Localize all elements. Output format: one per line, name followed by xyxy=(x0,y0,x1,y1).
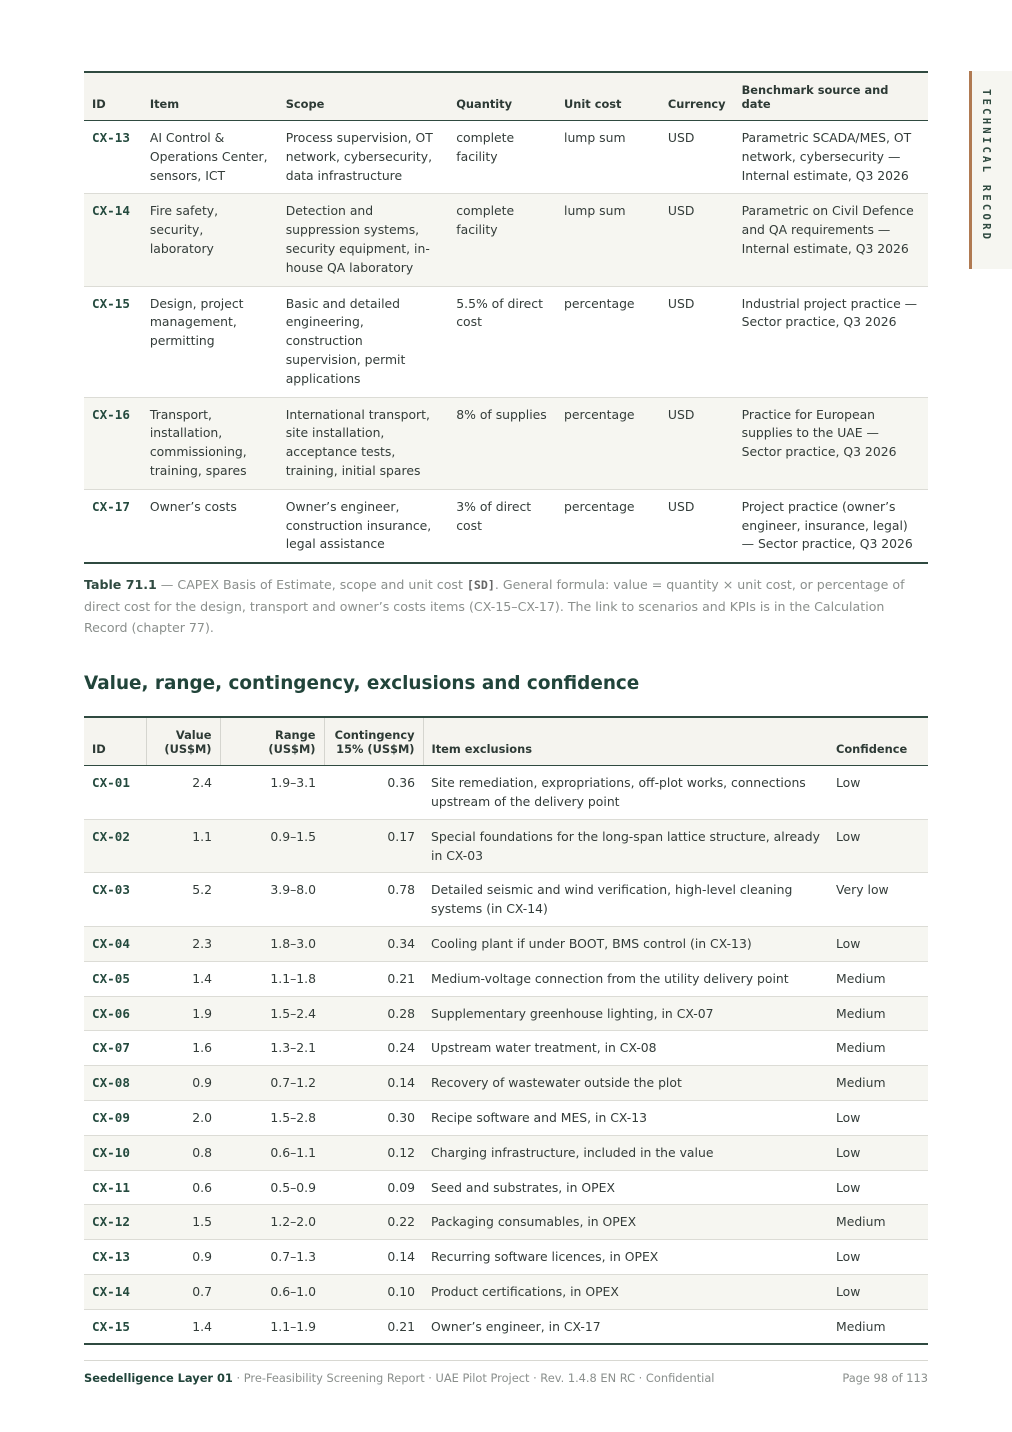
cell-id: CX-10 xyxy=(84,1135,146,1170)
caption-text: — CAPEX Basis of Estimate, scope and unit cost xyxy=(156,577,467,593)
cell-item: Design, project management, permitting xyxy=(142,286,278,397)
cell-benchmark: Parametric on Civil Defence and QA requirements — Internal estimate, Q3 2026 xyxy=(734,194,928,286)
cell-contingency: 0.28 xyxy=(324,996,423,1031)
cell-confidence: Medium xyxy=(828,1066,928,1101)
cell-quantity: 5.5% of direct cost xyxy=(448,286,556,397)
cell-range: 3.9–8.0 xyxy=(220,873,324,927)
cell-value: 1.4 xyxy=(192,1318,212,1334)
col-header: Unit cost xyxy=(556,72,660,121)
cell-id: CX-02 xyxy=(84,819,146,873)
cell-contingency: 0.24 xyxy=(324,1031,423,1066)
footer-meta: · Pre-Feasibility Screening Report · UAE Pilot Project · Rev. 1.4.8 EN RC · Confidential xyxy=(232,1371,715,1385)
cell-confidence: Low xyxy=(828,926,928,961)
cell-id: CX-15 xyxy=(84,286,142,397)
cell-value: 1.5 xyxy=(146,1205,220,1240)
cell-id: CX-12 xyxy=(84,1205,146,1240)
cell-contingency: 0.21 xyxy=(387,1318,415,1334)
cell-range: 0.7–1.2 xyxy=(220,1066,324,1101)
cell-value: 0.9 xyxy=(146,1240,220,1275)
cell-range: 0.9–1.5 xyxy=(220,819,324,873)
cell-exclusions: Supplementary greenhouse lighting, in CX-07 xyxy=(423,996,828,1031)
cell-benchmark: Industrial project practice — Sector practice, Q3 2026 xyxy=(734,286,928,397)
cell-range: 1.8–3.0 xyxy=(220,926,324,961)
cell-scope: Owner’s engineer, construction insurance, legal assistance xyxy=(285,498,432,552)
cell-contingency: 0.17 xyxy=(324,819,423,873)
cell-confidence: Low xyxy=(828,1100,928,1135)
col-header: Item xyxy=(142,72,278,121)
col-header: ID xyxy=(84,717,146,766)
section-heading: Value, range, contingency, exclusions and confidence xyxy=(84,673,640,695)
table-row xyxy=(84,1170,928,1205)
cell-value: 5.2 xyxy=(146,873,220,927)
cell-value: 1.6 xyxy=(146,1031,220,1066)
capex-basis-table xyxy=(84,71,928,564)
cell-item: Fire safety, security, laboratory xyxy=(142,194,278,286)
cell-currency: USD xyxy=(660,121,734,194)
cell-contingency: 0.36 xyxy=(324,766,423,820)
cell-contingency: 0.12 xyxy=(324,1135,423,1170)
col-header: Item exclusions xyxy=(423,717,828,766)
table-row xyxy=(84,1274,928,1309)
cell-id: CX-07 xyxy=(84,1031,146,1066)
col-header: Benchmark source and date xyxy=(734,72,928,121)
footer-brand: Seedelligence Layer 01 xyxy=(84,1371,233,1385)
table-row xyxy=(84,926,928,961)
cell-id: CX-11 xyxy=(84,1170,146,1205)
cell-confidence: Low xyxy=(828,1135,928,1170)
cell-value: 2.4 xyxy=(146,766,220,820)
cell-id: CX-09 xyxy=(84,1100,146,1135)
cell-benchmark: Practice for European supplies to the UAE — Sector practice, Q3 2026 xyxy=(734,397,928,489)
cell-currency: USD xyxy=(667,498,695,514)
cell-exclusions: Recipe software and MES, in CX-13 xyxy=(423,1100,828,1135)
cell-contingency: 0.14 xyxy=(324,1240,423,1275)
table-row xyxy=(84,961,928,996)
cell-unit-cost: percentage xyxy=(556,286,660,397)
table-row xyxy=(84,1309,928,1344)
table-row xyxy=(84,1031,928,1066)
cell-range: 0.5–0.9 xyxy=(220,1170,324,1205)
cell-contingency: 0.78 xyxy=(324,873,423,927)
cell-contingency: 0.30 xyxy=(324,1100,423,1135)
cell-id: CX-16 xyxy=(84,397,142,489)
col-header: Scope xyxy=(278,72,449,121)
cell-item: Owner’s costs xyxy=(149,498,237,514)
cell-id: CX-01 xyxy=(84,766,146,820)
cell-range: 0.6–1.1 xyxy=(220,1135,324,1170)
cell-exclusions: Packaging consumables, in OPEX xyxy=(423,1205,828,1240)
col-header-contingency: Contingency 15% (US$M) xyxy=(324,717,423,766)
page-number: Page 98 of 113 xyxy=(842,1371,928,1385)
cell-contingency: 0.21 xyxy=(324,961,423,996)
cell-exclusions: Charging infrastructure, included in the value xyxy=(423,1135,828,1170)
cell-exclusions: Site remediation, expropriations, off-plot works, connections upstream of the delivery point xyxy=(423,766,828,820)
cell-range: 1.1–1.8 xyxy=(220,961,324,996)
cell-exclusions: Medium-voltage connection from the utility delivery point xyxy=(423,961,828,996)
section-sidebar-tab xyxy=(969,71,1012,269)
cell-id: CX-17 xyxy=(92,498,130,514)
cell-id: CX-04 xyxy=(84,926,146,961)
cell-range: 1.9–3.1 xyxy=(220,766,324,820)
table-row xyxy=(84,1205,928,1240)
cell-confidence: Medium xyxy=(828,961,928,996)
cell-id: CX-08 xyxy=(84,1066,146,1101)
cell-range: 1.1–1.9 xyxy=(270,1318,316,1334)
table-row xyxy=(84,489,928,563)
cell-range: 1.3–2.1 xyxy=(220,1031,324,1066)
cell-exclusions: Owner’s engineer, in CX-17 xyxy=(431,1318,601,1334)
cell-value: 1.1 xyxy=(146,819,220,873)
cell-confidence: Medium xyxy=(828,996,928,1031)
cell-contingency: 0.34 xyxy=(324,926,423,961)
sidebar-label: TECHNICAL RECORD xyxy=(980,89,992,243)
cell-range: 1.5–2.4 xyxy=(220,996,324,1031)
page-content xyxy=(84,71,928,1345)
table-row xyxy=(84,194,928,286)
cell-quantity: complete facility xyxy=(448,194,556,286)
cell-confidence: Low xyxy=(828,766,928,820)
cell-confidence: Low xyxy=(828,1170,928,1205)
cell-currency: USD xyxy=(660,397,734,489)
cell-contingency: 0.09 xyxy=(324,1170,423,1205)
footer-text xyxy=(84,1371,714,1385)
cell-exclusions: Special foundations for the long-span lattice structure, already in CX-03 xyxy=(423,819,828,873)
cell-id: CX-13 xyxy=(84,1240,146,1275)
cell-exclusions: Product certifications, in OPEX xyxy=(423,1274,828,1309)
cell-exclusions: Recovery of wastewater outside the plot xyxy=(423,1066,828,1101)
cell-contingency: 0.10 xyxy=(324,1274,423,1309)
caption-label: Table 71.1 xyxy=(84,577,157,593)
col-header: Currency xyxy=(660,72,734,121)
cell-exclusions: Seed and substrates, in OPEX xyxy=(423,1170,828,1205)
cell-unit-cost: percentage xyxy=(564,498,635,514)
cell-value: 0.8 xyxy=(146,1135,220,1170)
caption-text-after: . General formula: value = quantity × unit cost, or percentage of direct cost for the design, transport and owner’s costs items (CX-15–CX-17). The link to scenarios and KPIs is in the Calculation Record (chapter 77). xyxy=(84,577,905,636)
cell-exclusions: Upstream water treatment, in CX-08 xyxy=(423,1031,828,1066)
cell-value: 2.3 xyxy=(146,926,220,961)
cell-id: CX-03 xyxy=(84,873,146,927)
capex-value-table xyxy=(84,716,928,1345)
cell-range: 1.2–2.0 xyxy=(220,1205,324,1240)
cell-range: 1.5–2.8 xyxy=(220,1100,324,1135)
cell-quantity: 8% of supplies xyxy=(448,397,556,489)
page-footer xyxy=(84,1360,928,1385)
col-header: ID xyxy=(84,72,142,121)
cell-scope: Process supervision, OT network, cybersecurity, data infrastructure xyxy=(278,121,449,194)
col-header-value: Value (US$M) xyxy=(146,717,220,766)
cell-value: 1.4 xyxy=(146,961,220,996)
cell-benchmark: Parametric SCADA/MES, OT network, cybersecurity — Internal estimate, Q3 2026 xyxy=(734,121,928,194)
table-row xyxy=(84,286,928,397)
cell-unit-cost: percentage xyxy=(556,397,660,489)
cell-quantity: complete facility xyxy=(448,121,556,194)
table-header-row xyxy=(84,717,928,766)
col-header: Range (US$M) xyxy=(220,717,324,766)
cell-id: CX-15 xyxy=(92,1318,130,1334)
cell-item: Transport, installation, commissioning, training, spares xyxy=(142,397,278,489)
cell-confidence: Low xyxy=(828,1240,928,1275)
cell-exclusions: Cooling plant if under BOOT, BMS control (in CX-13) xyxy=(423,926,828,961)
cell-value: 1.9 xyxy=(146,996,220,1031)
table-row xyxy=(84,121,928,194)
cell-id: CX-14 xyxy=(84,194,142,286)
cell-quantity: 3% of direct cost xyxy=(456,498,532,533)
cell-range: 0.6–1.0 xyxy=(220,1274,324,1309)
cell-id: CX-06 xyxy=(84,996,146,1031)
cell-scope: International transport, site installation, acceptance tests, training, initial spares xyxy=(278,397,449,489)
cell-unit-cost: lump sum xyxy=(556,194,660,286)
table-header-row xyxy=(84,72,928,121)
table-row xyxy=(84,996,928,1031)
caption-tag: [SD] xyxy=(466,578,495,593)
cell-confidence: Very low xyxy=(828,873,928,927)
cell-item: AI Control & Operations Center, sensors, ICT xyxy=(142,121,278,194)
cell-currency: USD xyxy=(660,286,734,397)
cell-range: 0.7–1.3 xyxy=(220,1240,324,1275)
table-row xyxy=(84,1240,928,1275)
cell-scope: Basic and detailed engineering, construction supervision, permit applications xyxy=(278,286,449,397)
col-header: Confidence xyxy=(828,717,928,766)
table-row xyxy=(84,873,928,927)
cell-confidence: Medium xyxy=(828,1205,928,1240)
cell-benchmark: Project practice (owner’s engineer, insurance, legal) — Sector practice, Q3 2026 xyxy=(741,498,913,552)
cell-exclusions: Detailed seismic and wind verification, high-level cleaning systems (in CX-14) xyxy=(423,873,828,927)
cell-unit-cost: lump sum xyxy=(556,121,660,194)
cell-value: 0.7 xyxy=(146,1274,220,1309)
col-header: Quantity xyxy=(448,72,556,121)
cell-currency: USD xyxy=(660,194,734,286)
table-row xyxy=(84,1135,928,1170)
table-row xyxy=(84,397,928,489)
cell-confidence: Low xyxy=(828,1274,928,1309)
table-row xyxy=(84,819,928,873)
cell-contingency: 0.22 xyxy=(324,1205,423,1240)
cell-confidence: Medium xyxy=(828,1031,928,1066)
table-row xyxy=(84,1100,928,1135)
table-row xyxy=(84,1066,928,1101)
cell-id: CX-13 xyxy=(84,121,142,194)
table-caption xyxy=(84,574,928,638)
cell-value: 0.9 xyxy=(146,1066,220,1101)
cell-confidence: Low xyxy=(828,819,928,873)
cell-contingency: 0.14 xyxy=(324,1066,423,1101)
cell-id: CX-05 xyxy=(84,961,146,996)
table-row xyxy=(84,766,928,820)
cell-exclusions: Recurring software licences, in OPEX xyxy=(423,1240,828,1275)
cell-scope: Detection and suppression systems, security equipment, in-house QA laboratory xyxy=(278,194,449,286)
cell-value: 0.6 xyxy=(146,1170,220,1205)
cell-value: 2.0 xyxy=(146,1100,220,1135)
cell-confidence: Medium xyxy=(836,1318,886,1334)
cell-id: CX-14 xyxy=(84,1274,146,1309)
